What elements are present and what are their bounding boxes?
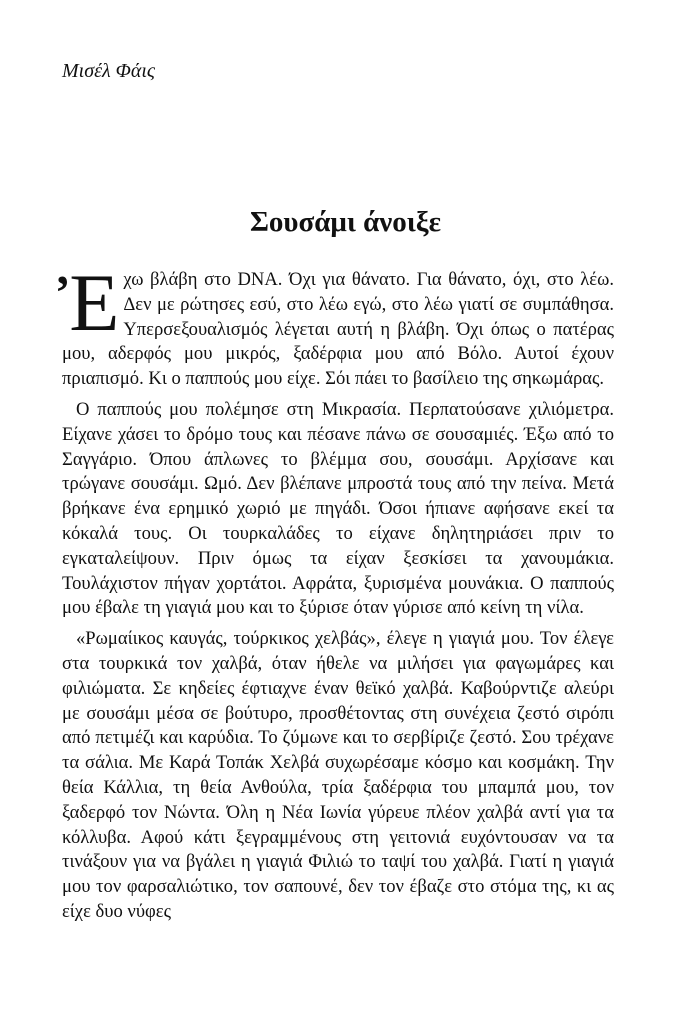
- paragraph-1-text: χω βλάβη στο DNA. Όχι για θάνατο. Για θάνατο, όχι, στο λέω. Δεν με ρώτησες εσύ, στο λέω εγώ, στο λέω γιατί σε συμπάθησα. Υπερσεξουαλισμός λέγεται αυτή η βλάβη. Όχι όπως ο πατέρας μου, αδερφός μου μικρός, ξαδέρφια μου από Βόλο. Αυτοί έχουν πριαπισμό. Κι ο παππούς μου είχε. Σόι πάει το βασίλειο της σηκωμάρας.: [62, 269, 614, 390]
- drop-cap: Ἐ: [58, 257, 120, 348]
- chapter-title: Σουσάμι άνοιξε: [249, 206, 442, 238]
- running-header-author: Μισέλ Φάις: [62, 60, 156, 82]
- paragraph-1: [58, 257, 614, 392]
- chapter-body: [58, 257, 614, 925]
- paragraph-3: «Ρωμαίικος καυγάς, τούρκικος χελβάς», έλεγε η γιαγιά μου. Τον έλεγε στα τουρκικά τον χαλβά, όταν ήθελε να μιλήσει για φαγωμάρες και φιλιώματα. Σε κηδείες έφτιαχνε έναν θεϊκό χαλβά. Καβούρντιζε αλεύρι με σουσάμι μέσα σε βούτυρο, προσθέτοντας στη συνέχεια ζεστό σιρόπι από πετιμέζι και καρύδια. Το ζύμωνε και το σερβίριζε ζεστό. Σου τρέχανε τα σάλια. Με Καρά Τοπάκ Χελβά συχωρέσαμε κόσμο και κοσμάκη. Την θεία Κάλλια, τη θεία Ανθούλα, τρία ξαδέρφια του μπαμπά μου, τον ξαδερφό τον Νώντα. Όλη η Νέα Ιωνία γύρευε πλέον χαλβά αντί για τα κόλλυβα. Αφού κάτι ξεγραμμένους στη γειτονιά ευχόντουσαν να τα τινάξουν για να βγάλει η γιαγιά Φιλιώ το ταψί του χαλβά. Γιατί η γιαγιά μου τον φαρσαλιώτικο, τον σαπουνέ, δεν τον έβαζε στο στόμα της, κι ας είχε δυο νύφες: [62, 628, 614, 922]
- paragraph-2: Ο παππούς μου πολέμησε στη Μικρασία. Περπατούσανε χιλιόμετρα. Είχανε χάσει το δρόμο τους και πέσανε πάνω σε σουσαμιές. Έξω από το Σαγγάριο. Όπου άπλωνες το βλέμμα σου, σουσάμι. Αρχίσανε και τρώγανε σουσάμι. Ωμό. Δεν βλέπανε μπροστά τους από την πείνα. Μετά βρήκανε ένα ερημικό χωριό με πηγάδι. Όσοι ήπιανε αφήσανε εκεί τα κόκαλά τους. Οι τουρκαλάδες το είχανε δηλητηριάσει πριν το εγκαταλείψουν. Πριν όμως τα είχαν ξεσκίσει τα χανουμάκια. Τουλάχιστον πήγαν χορτάτοι. Αφράτα, ξυρισμένα μουνάκια. Ο παππούς μου έβαλε τη γιαγιά μου και το ξύρισε όταν γύρισε από κείνη τη νίλα.: [62, 398, 614, 619]
